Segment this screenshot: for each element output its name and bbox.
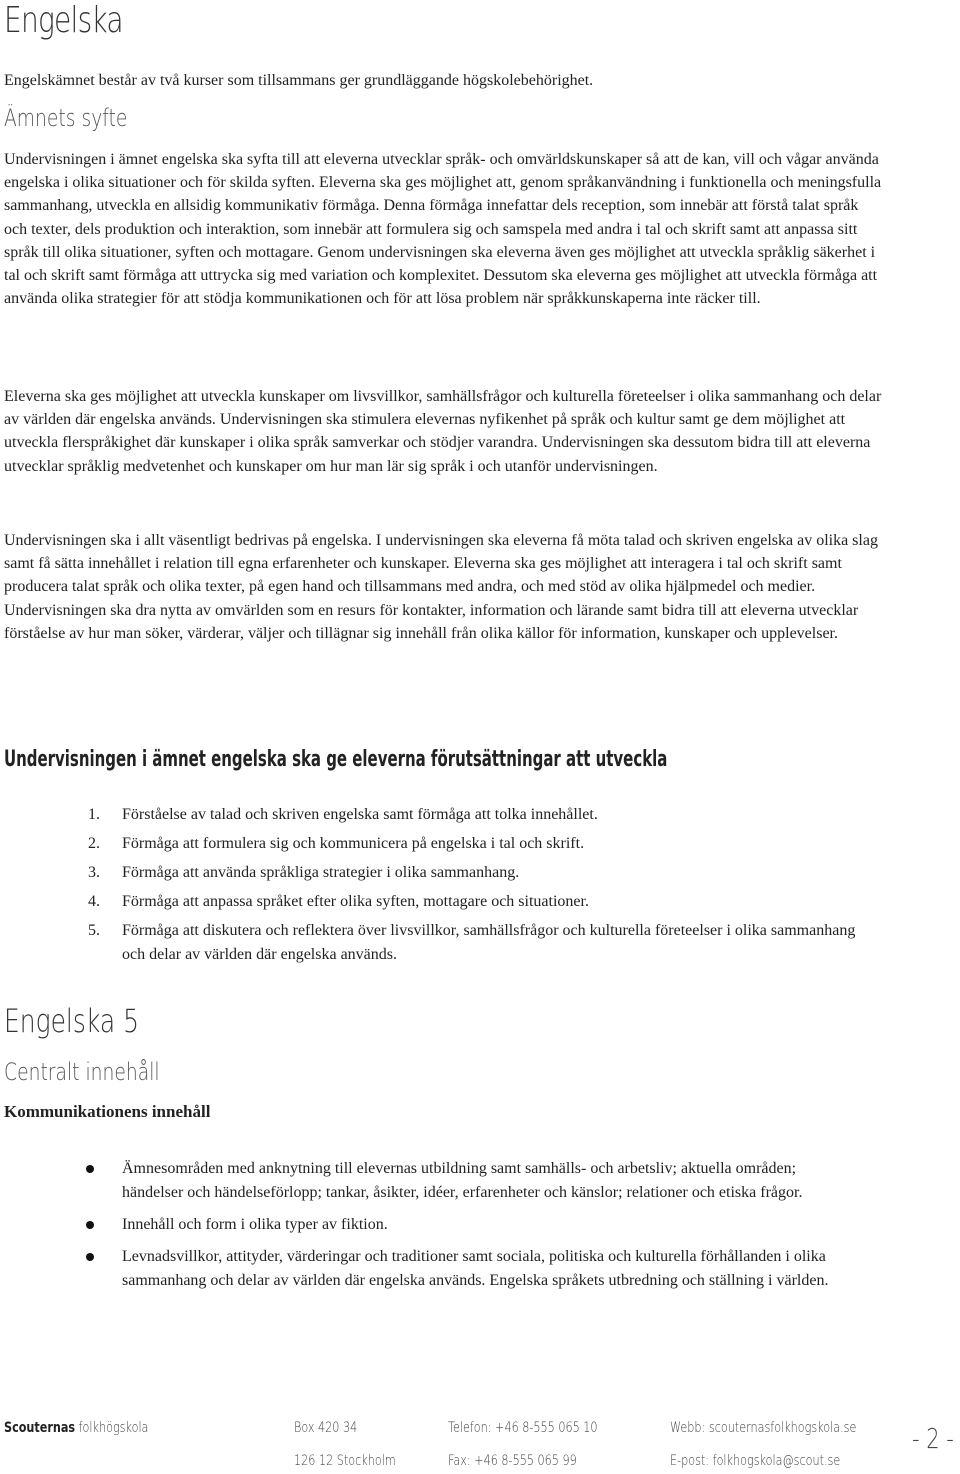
list-item-text: Ämnesområden med anknytning till elevernas utbildning samt samhälls- och arbetsliv; aktuella områden; händelser och händelseförlopp; tankar, åsikter, idéer, erfarenheter och känslor; relationer och etiska frågor. — [122, 1160, 803, 1201]
content-bullet-list — [0, 1157, 960, 1301]
footer-address-line-1: Box 420 34 — [294, 1420, 358, 1436]
list-item-text: Innehåll och form i olika typer av fiktion. — [122, 1216, 388, 1233]
purpose-paragraph-3: Undervisningen ska i allt väsentligt bedrivas på engelska. I undervisningen ska eleverna få möta talad och skriven engelska av olika slag samt få sätta innehållet i relation till egna erfarenheter och kunskaper. Eleverna ska ges möjlighet att interagera i tal och skrift samt producera talat språk och olika texter, på egen hand och tillsammans med andra, och med stöd av olika hjälpmedel och medier. Undervisningen ska dra nytta av omvärlden som en resurs för kontakter, information och lärande samt bidra till att eleverna utvecklar förståelse av hur man söker, värderar, väljer och tillägnar sig innehåll från olika källor för information, kunskaper och upplevelser. — [4, 532, 878, 642]
purpose-paragraph-1: Undervisningen i ämnet engelska ska syfta till att eleverna utvecklar språk- och omvärldskunskaper så att de kan, vill och vågar använda engelska i olika situationer och för skilda syften. Eleverna ska ges möjlighet att, genom språkanvändning i funktionella och meningsfulla sammanhang, utveckla en allsidig kommunikativ förmåga. Denna förmåga innefattar dels reception, som innebär att förstå talat språk och texter, dels produktion och interaktion, som innebär att formulera sig och samspela med andra i tal och skrift samt att anpassa sitt språk till olika situationer, syften och mottagare. Genom undervisningen ska eleverna även ges möjlighet att utveckla språklig säkerhet i tal och skrift samt förmåga att uttrycka sig med variation och komplexitet. Dessutom ska eleverna ges möjlighet att utveckla förmåga att använda olika strategier för att stödja kommunikationen och för att lösa problem när språkkunskaperna inte räcker till. — [4, 151, 882, 308]
footer-org-bold: Scouternas — [4, 1420, 76, 1436]
footer-org — [4, 1420, 148, 1436]
list-number: 4. — [88, 893, 100, 910]
footer-web-link[interactable]: Webb: scouternasfolkhogskola.se — [670, 1420, 857, 1436]
list-item — [0, 890, 882, 914]
list-item-text: Förmåga att anpassa språket efter olika syften, mottagare och situationer. — [122, 893, 589, 910]
list-number: 3. — [88, 864, 100, 881]
page-footer — [0, 1410, 960, 1474]
list-item — [0, 919, 882, 966]
list-number: 5. — [88, 922, 100, 939]
abilities-heading: Undervisningen i ämnet engelska ska ge eleverna förutsättningar att utveckla — [4, 747, 668, 772]
course-title: Engelska 5 — [4, 1002, 139, 1040]
list-item — [0, 1245, 842, 1293]
list-item-text: Förmåga att formulera sig och kommunicera på engelska i tal och skrift. — [122, 835, 585, 852]
section-heading-purpose: Ämnets syfte — [4, 104, 128, 132]
bullet-icon — [86, 1221, 94, 1229]
footer-phone: Telefon: +46 8-555 065 10 — [448, 1420, 598, 1436]
list-item — [0, 803, 882, 827]
footer-email-link[interactable]: E-post: folkhogskola@scout.se — [670, 1453, 841, 1469]
list-item-text: Förståelse av talad och skriven engelska samt förmåga att tolka innehållet. — [122, 806, 598, 823]
bullet-icon — [86, 1253, 94, 1261]
intro-text: Engelskämnet består av två kurser som tillsammans ger grundläggande högskolebehörighet. — [4, 72, 594, 89]
list-item-text: Levnadsvillkor, attityder, värderingar och traditioner samt sociala, politiska och kulturella förhållanden i olika sammanhang och delar av världen där engelska används. Engelska språkets utbredning och ställning i världen. — [122, 1248, 829, 1289]
footer-address-line-2: 126 12 Stockholm — [294, 1453, 396, 1469]
page-title: Engelska — [4, 0, 123, 41]
page-number: - 2 - — [912, 1422, 954, 1455]
bullet-icon — [86, 1165, 94, 1173]
list-item-text: Förmåga att diskutera och reflektera över livsvillkor, samhällsfrågor och kulturella företeelser i olika sammanhang och delar av världen där engelska används. — [122, 922, 856, 963]
footer-org-rest: folkhögskola — [75, 1420, 149, 1436]
sub-heading: Kommunikationens innehåll — [4, 1102, 211, 1121]
list-item — [0, 1157, 842, 1205]
list-item — [0, 1213, 842, 1237]
abilities-list — [0, 803, 960, 972]
footer-fax: Fax: +46 8-555 065 99 — [448, 1453, 577, 1469]
list-number: 2. — [88, 835, 100, 852]
list-number: 1. — [88, 806, 100, 823]
list-item-text: Förmåga att använda språkliga strategier i olika sammanhang. — [122, 864, 520, 881]
purpose-paragraph-2: Eleverna ska ges möjlighet att utveckla kunskaper om livsvillkor, samhällsfrågor och kulturella företeelser i olika sammanhang och delar av världen där engelska används. Undervisningen ska stimulera elevernas nyfikenhet på språk och kultur samt ge dem möjlighet att utveckla flerspråkighet där kunskaper i olika språk samverkar och stödjer varandra. Undervisningen ska dessutom bidra till att eleverna utvecklar språklig medvetenhet och kunskaper om hur man lär sig språk i och utanför undervisningen. — [4, 388, 882, 475]
list-item — [0, 861, 882, 885]
list-item — [0, 832, 882, 856]
central-content-heading: Centralt innehåll — [4, 1058, 160, 1086]
